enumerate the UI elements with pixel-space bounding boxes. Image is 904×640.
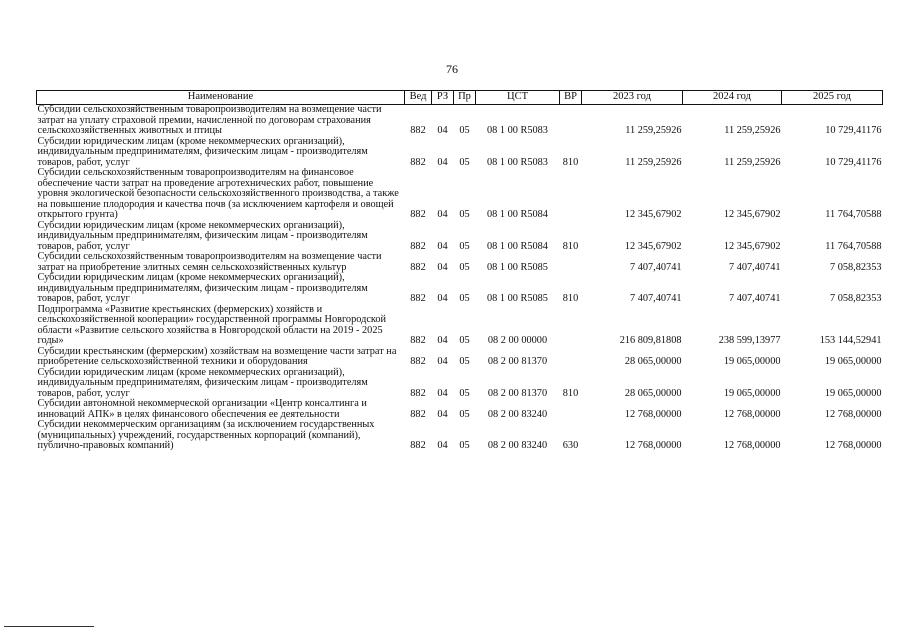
cell-2025: 11 764,70588 xyxy=(825,240,882,252)
cell-2023: 7 407,40741 xyxy=(630,261,682,273)
cell-2025: 7 058,82353 xyxy=(830,293,882,304)
table-row xyxy=(37,399,883,420)
cell-2024: 19 065,00000 xyxy=(723,387,781,399)
cell-2023: 216 809,81808 xyxy=(619,335,682,346)
cell-cst: 08 2 00 81370 xyxy=(487,356,548,367)
cell-pr: 05 xyxy=(459,356,470,367)
table-row xyxy=(37,252,883,273)
cell-2024: 7 407,40741 xyxy=(729,261,781,273)
cell-ved: 882 xyxy=(410,408,426,420)
cell-name: Субсидии сельскохозяйственным товаропроизводителям на возмещение части затрат на приобретение элитных семян сельскохозяйственных культур xyxy=(37,251,382,273)
cell-2024: 11 259,25926 xyxy=(724,125,781,136)
cell-vr: 630 xyxy=(562,440,579,451)
cell-ved: 882 xyxy=(410,293,426,304)
cell-rz: 04 xyxy=(437,209,448,220)
cell-cst: 08 2 00 83240 xyxy=(487,408,548,420)
cell-cst: 08 1 00 R5085 xyxy=(487,293,548,304)
cell-name: Субсидии сельскохозяйственным товаропроизводителям на возмещение части затрат на уплату страховой премии, начисленной по договорам страхования сельскохозяйственных животных и птицы xyxy=(37,104,382,136)
cell-pr: 05 xyxy=(459,440,470,451)
cell-ved: 882 xyxy=(410,240,426,252)
cell-2024: 12 345,67902 xyxy=(723,209,781,220)
header-name: Наименование xyxy=(37,91,405,105)
table-row xyxy=(37,305,883,347)
cell-vr: 810 xyxy=(562,293,579,304)
cell-name: Субсидии автономной некоммерческой организации «Центр консалтинга и инноваций АПК» в целях финансового обеспечения ее деятельности xyxy=(37,398,367,420)
table-row xyxy=(37,420,883,452)
table-row xyxy=(37,347,883,368)
cell-vr: 810 xyxy=(562,240,579,252)
cell-rz: 04 xyxy=(437,156,448,168)
cell-2025: 19 065,00000 xyxy=(824,356,882,367)
table-row xyxy=(37,273,883,305)
cell-vr xyxy=(560,305,582,347)
cell-rz: 04 xyxy=(437,335,448,346)
cell-cst: 08 1 00 R5085 xyxy=(487,261,548,273)
table-row xyxy=(37,137,883,169)
cell-pr: 05 xyxy=(459,408,470,420)
cell-vr: 810 xyxy=(562,156,579,168)
header-2023: 2023 год xyxy=(582,91,683,105)
table-row xyxy=(37,168,883,221)
header-ved: Вед xyxy=(405,91,432,105)
budget-table xyxy=(36,90,883,452)
cell-name: Субсидии юридическим лицам (кроме некоммерческих организаций), индивидуальным предпринимателям, физическим лицам - производителям товаров, работ, услуг xyxy=(37,272,368,304)
cell-ved: 882 xyxy=(410,125,426,136)
cell-cst: 08 1 00 R5083 xyxy=(487,156,548,168)
cell-name: Подпрограмма «Развитие крестьянских (фермерских) хозяйств и сельскохозяйственной кооперации» государственной программы Новгородской области «Развитие сельского хозяйства в Новгородской области на 2019 - 2025 годы» xyxy=(37,303,387,346)
cell-pr: 05 xyxy=(459,125,470,136)
cell-rz: 04 xyxy=(437,261,448,273)
header-2024: 2024 год xyxy=(683,91,782,105)
cell-2024: 12 345,67902 xyxy=(723,240,781,252)
header-pr: Пр xyxy=(454,91,476,105)
table-row xyxy=(37,105,883,137)
cell-pr: 05 xyxy=(459,156,470,168)
cell-rz: 04 xyxy=(437,440,448,451)
cell-2023: 28 065,00000 xyxy=(624,356,682,367)
cell-2023: 7 407,40741 xyxy=(630,293,682,304)
cell-name: Субсидии юридическим лицам (кроме некоммерческих организаций), индивидуальным предпринимателям, физическим лицам - производителям товаров, работ, услуг xyxy=(37,366,368,399)
cell-2023: 12 345,67902 xyxy=(624,240,682,252)
cell-vr xyxy=(560,399,582,420)
table-row xyxy=(37,221,883,253)
cell-name: Субсидии некоммерческим организациям (за исключением государственных (муниципальных) учреждений, государственных корпораций (компаний), публично-правовых компаний) xyxy=(37,419,375,451)
header-2025: 2025 год xyxy=(782,91,883,105)
cell-name: Субсидии сельскохозяйственным товаропроизводителям на финансовое обеспечение части затрат на проведение агротехнических работ, повышение уровня экологической безопасности сельскохозяйственного производства, а также на повышение плодородия и качества почв (за исключением картофеля и овощей открытого грунта) xyxy=(37,167,399,220)
cell-cst: 08 2 00 00000 xyxy=(487,335,548,346)
cell-rz: 04 xyxy=(437,240,448,252)
cell-2024: 238 599,13977 xyxy=(718,335,781,346)
cell-ved: 882 xyxy=(410,440,426,451)
cell-2023: 11 259,25926 xyxy=(625,125,682,136)
cell-2025: 12 768,00000 xyxy=(824,408,882,420)
cell-pr: 05 xyxy=(459,209,470,220)
cell-name: Субсидии юридическим лицам (кроме некоммерческих организаций), индивидуальным предпринимателям, физическим лицам - производителям товаров, работ, услуг xyxy=(37,219,368,252)
cell-pr: 05 xyxy=(459,387,470,399)
cell-2023: 28 065,00000 xyxy=(624,387,682,399)
cell-name: Субсидии крестьянским (фермерским) хозяйствам на возмещение части затрат на приобретение сельскохозяйственной техники и оборудования xyxy=(37,345,397,367)
cell-2025: 12 768,00000 xyxy=(824,440,882,451)
cell-pr: 05 xyxy=(459,261,470,273)
cell-vr xyxy=(560,347,582,368)
cell-pr: 05 xyxy=(459,335,470,346)
cell-2023: 12 768,00000 xyxy=(624,440,682,451)
cell-vr xyxy=(560,252,582,273)
cell-ved: 882 xyxy=(410,335,426,346)
cell-cst: 08 1 00 R5083 xyxy=(487,125,548,136)
cell-rz: 04 xyxy=(437,293,448,304)
cell-rz: 04 xyxy=(437,125,448,136)
cell-2024: 7 407,40741 xyxy=(729,293,781,304)
header-vr: ВР xyxy=(560,91,582,105)
cell-2023: 12 768,00000 xyxy=(624,408,682,420)
cell-ved: 882 xyxy=(410,261,426,273)
table-row xyxy=(37,368,883,400)
cell-ved: 882 xyxy=(410,156,426,168)
cell-2025: 153 144,52941 xyxy=(819,335,882,346)
cell-pr: 05 xyxy=(459,240,470,252)
cell-2024: 19 065,00000 xyxy=(723,356,781,367)
cell-rz: 04 xyxy=(437,356,448,367)
cell-ved: 882 xyxy=(410,387,426,399)
cell-cst: 08 1 00 R5084 xyxy=(487,209,548,220)
cell-2025: 19 065,00000 xyxy=(824,387,882,399)
page-number: 76 xyxy=(446,62,458,76)
cell-2025: 10 729,41176 xyxy=(825,125,882,136)
cell-vr: 810 xyxy=(562,387,579,399)
cell-name: Субсидии юридическим лицам (кроме некоммерческих организаций), индивидуальным предпринимателям, физическим лицам - производителям товаров, работ, услуг xyxy=(37,135,368,168)
cell-2025: 11 764,70588 xyxy=(825,209,882,220)
cell-pr: 05 xyxy=(459,293,470,304)
cell-rz: 04 xyxy=(437,408,448,420)
cell-rz: 04 xyxy=(437,387,448,399)
cell-2024: 11 259,25926 xyxy=(724,156,781,168)
cell-2025: 10 729,41176 xyxy=(825,156,882,168)
cell-2023: 12 345,67902 xyxy=(624,209,682,220)
cell-2023: 11 259,25926 xyxy=(625,156,682,168)
header-rz: РЗ xyxy=(432,91,454,105)
cell-cst: 08 2 00 81370 xyxy=(487,387,548,399)
header-cst: ЦСТ xyxy=(476,91,560,105)
cell-2024: 12 768,00000 xyxy=(723,408,781,420)
cell-vr xyxy=(560,105,582,137)
cell-vr xyxy=(560,168,582,221)
cell-cst: 08 2 00 83240 xyxy=(487,440,548,451)
cell-cst: 08 1 00 R5084 xyxy=(487,240,548,252)
cell-2025: 7 058,82353 xyxy=(830,261,882,273)
cell-ved: 882 xyxy=(410,209,426,220)
cell-2024: 12 768,00000 xyxy=(723,440,781,451)
cell-ved: 882 xyxy=(410,356,426,367)
footnote-divider xyxy=(4,626,94,627)
table-header-row xyxy=(37,91,883,105)
